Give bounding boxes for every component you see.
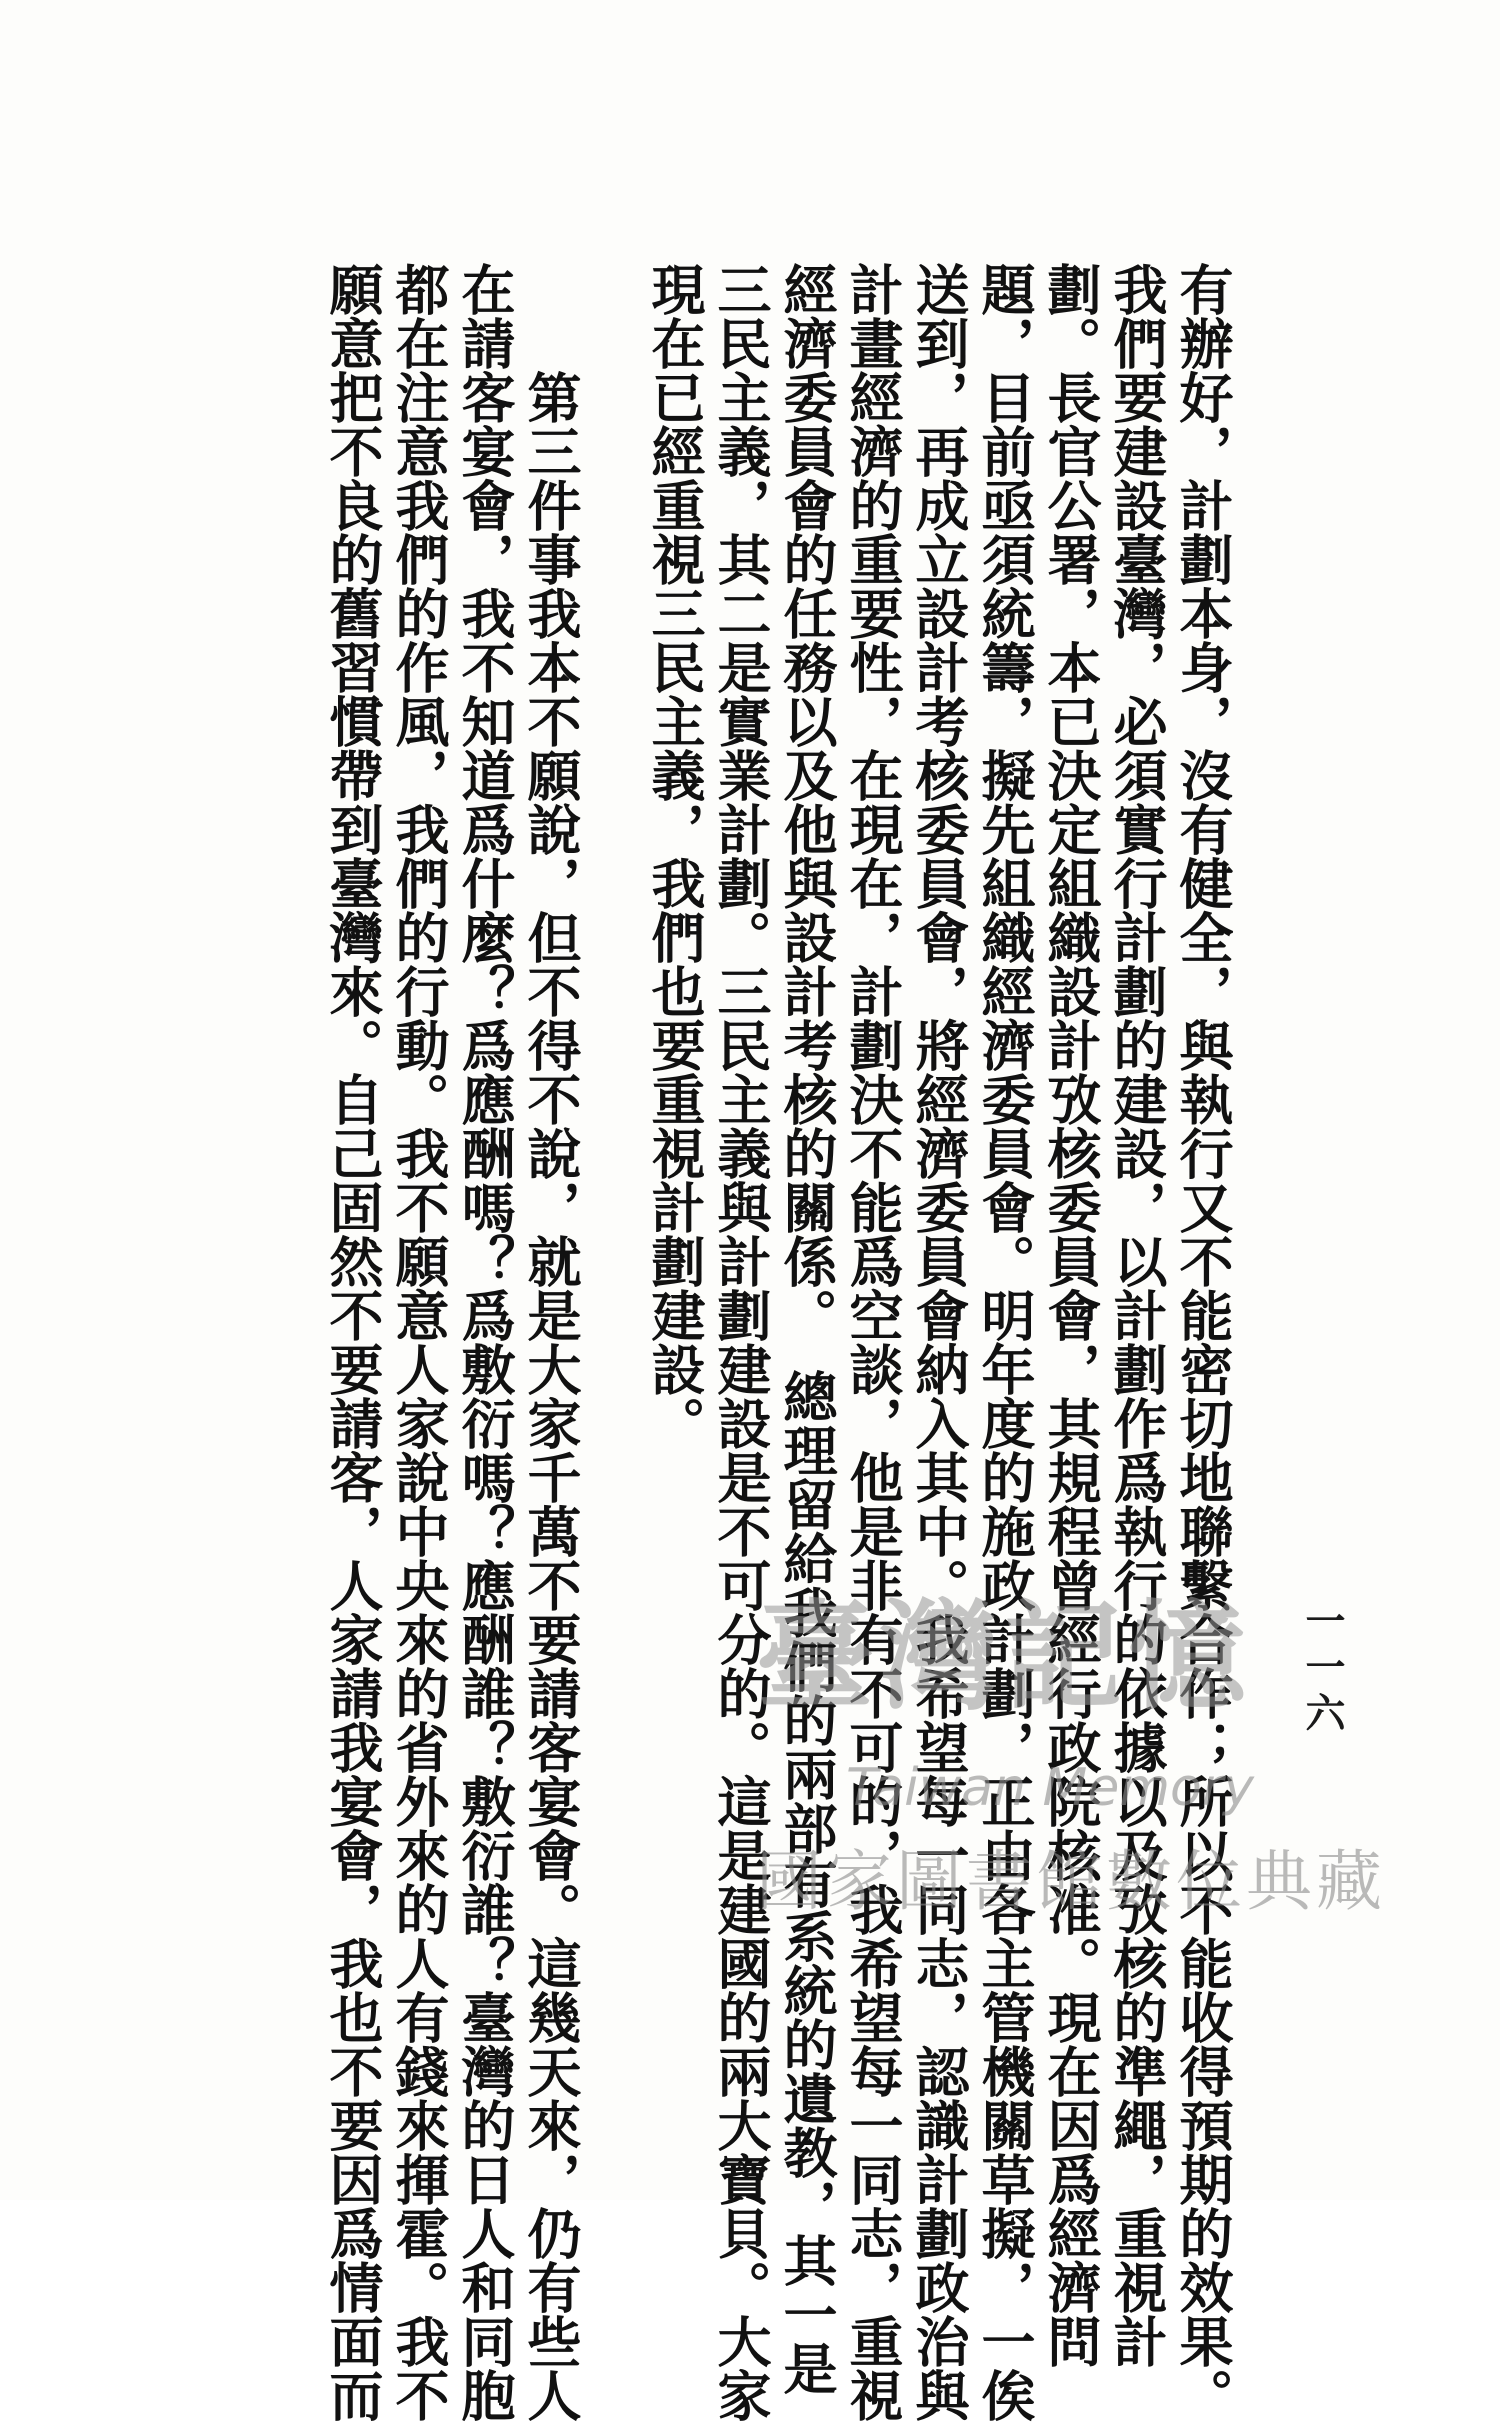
watermark-latin-text: Taiwan Memory <box>846 1758 1254 1818</box>
text-column: 有辦好，計劃本身，沒有健全，與執行又不能密切地聯繫合作；所以不能收得預期的效果。 <box>1171 262 1235 2422</box>
text-column: 第三件事我本不願說，但不得不說，就是大家千萬不要請客宴會。這幾天來，仍有些人 <box>519 370 583 2422</box>
text-column: 題，目前亟須統籌，擬先組織經濟委員會。明年度的施政計劃，正由各主管機關草擬，一俟 <box>973 262 1037 2422</box>
watermark-main-text: 臺灣記憶 <box>756 1587 1253 1726</box>
text-column: 願意把不良的舊習慣帶到臺灣來。自己固然不要請客，人家請我宴會，我也不要因爲情面而 <box>321 262 385 2422</box>
text-column: 經濟委員會的任務以及他與設計考核的關係。 總理留給我們的兩部有系統的遺教，其一是 <box>775 262 839 2395</box>
text-column: 三民主義，其二是實業計劃。三民主義與計劃建設是不可分的。這是建國的兩大寶貝。大家 <box>709 262 773 2422</box>
text-column: 現在已經重視三民主義，我們也要重視計劃建設。 <box>643 262 707 1450</box>
text-column: 在請客宴會，我不知道爲什麼？爲應酬嗎？爲敷衍嗎？應酬誰？敷衍誰？臺灣的日人和同胞 <box>453 262 517 2422</box>
text-column: 送到，再成立設計考核委員會，將經濟委員會納入其中。我希望每一同志，認識計劃政治與 <box>907 262 971 2422</box>
watermark-sub-text: 國家圖書館數位典藏 <box>756 1843 1386 1920</box>
text-column: 計畫經濟的重要性，在現在，計劃決不能爲空談，他是非有不可的，我希望每一同志，重視 <box>841 262 905 2422</box>
vertical-text-body <box>168 262 1235 2422</box>
text-column: 都在注意我們的作風，我們的行動。我不願意人家說中央來的省外來的人有錢來揮霍。我不 <box>387 262 451 2422</box>
text-column: 我們要建設臺灣，必須實行計劃的建設，以計劃作爲執行的依據以及攷核的準繩，重視計 <box>1105 262 1169 2368</box>
text-column: 劃。長官公署，本已決定組織設計攷核委員會，其規程曾經行政院核准。現在因爲經濟問 <box>1039 262 1103 2368</box>
page-number: 一一六 <box>1299 1600 1346 1738</box>
